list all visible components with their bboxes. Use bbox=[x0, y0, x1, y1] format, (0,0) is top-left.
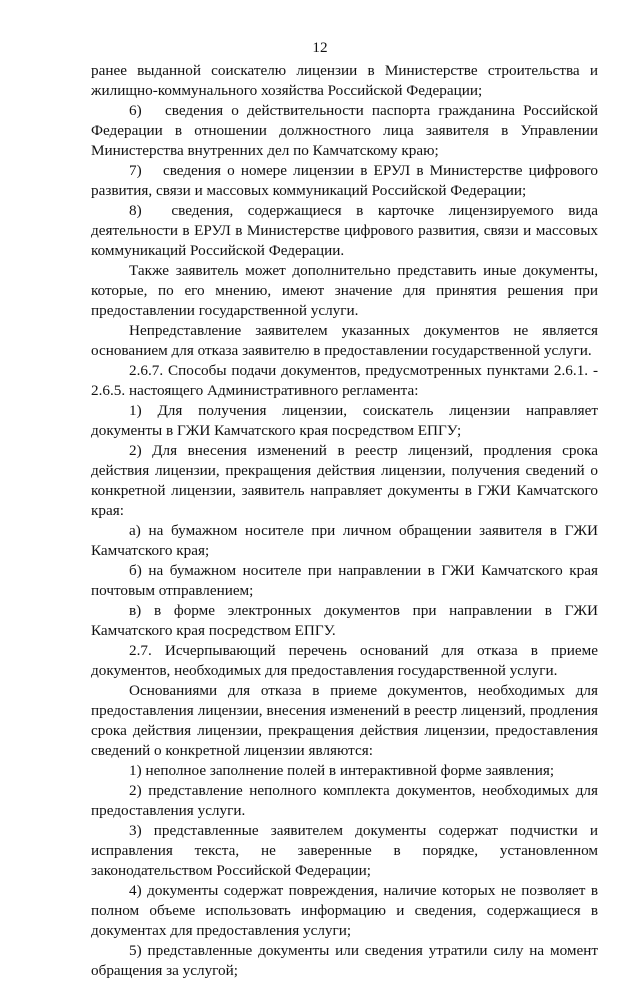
paragraph: б) на бумажном носителе при направлении в ГЖИ Камчатского края почтовым отправлением; bbox=[91, 562, 598, 599]
paragraph: Основаниями для отказа в приеме документов, необходимых для предоставления лицензии, внесения изменений в реестр лицензий, продления срока действия лицензии, прекращения действия лицензии, предоставления сведений о конкретной лицензии являются: bbox=[91, 682, 598, 759]
paragraph: ранее выданной соискателю лицензии в Министерстве строительства и жилищно-коммунального хозяйства Российской Федерации; bbox=[91, 62, 598, 99]
paragraph: Также заявитель может дополнительно представить иные документы, которые, по его мнению, имеют значение для принятия решения при предоставлении государственной услуги. bbox=[91, 262, 598, 319]
paragraph: 8) сведения, содержащиеся в карточке лицензируемого вида деятельности в ЕРУЛ в Министерстве цифрового развития, связи и массовых коммуникаций Российской Федерации. bbox=[91, 202, 598, 259]
paragraph: 2) представление неполного комплекта документов, необходимых для предоставления услуги. bbox=[91, 782, 598, 819]
paragraph: в) в форме электронных документов при направлении в ГЖИ Камчатского края посредством ЕПГУ. bbox=[91, 602, 598, 639]
paragraph: а) на бумажном носителе при личном обращении заявителя в ГЖИ Камчатского края; bbox=[91, 522, 598, 559]
page-number: 12 bbox=[312, 39, 328, 56]
document-body bbox=[91, 61, 598, 981]
paragraph: 3) представленные заявителем документы содержат подчистки и исправления текста, не заверенные в порядке, установленном законодательством Российской Федерации; bbox=[91, 822, 598, 879]
paragraph: 2) Для внесения изменений в реестр лицензий, продления срока действия лицензии, прекращения действия лицензии, получения сведений о конкретной лицензии, заявитель направляет документы в ГЖИ Камчатского края: bbox=[91, 442, 598, 519]
paragraph: 1) неполное заполнение полей в интерактивной форме заявления; bbox=[129, 762, 555, 779]
paragraph: 7) сведения о номере лицензии в ЕРУЛ в Министерстве цифрового развития, связи и массовых коммуникаций Российской Федерации; bbox=[91, 162, 598, 199]
paragraph: 6) сведения о действительности паспорта гражданина Российской Федерации в отношении должностного лица заявителя в Управлении Министерства внутренних дел по Камчатскому краю; bbox=[91, 102, 598, 159]
paragraph: 4) документы содержат повреждения, наличие которых не позволяет в полном объеме использовать информацию и сведения, содержащиеся в документах для предоставления услуги; bbox=[91, 882, 598, 939]
paragraph: Непредставление заявителем указанных документов не является основанием для отказа заявителю в предоставлении государственной услуги. bbox=[91, 322, 598, 359]
section-heading: 2.7. Исчерпывающий перечень оснований для отказа в приеме документов, необходимых для предоставления государственной услуги. bbox=[91, 642, 598, 679]
paragraph: 1) Для получения лицензии, соискатель лицензии направляет документы в ГЖИ Камчатского края посредством ЕПГУ; bbox=[91, 402, 598, 439]
paragraph: 2.6.7. Способы подачи документов, предусмотренных пунктами 2.6.1. - 2.6.5. настоящего Административного регламента: bbox=[91, 362, 598, 399]
paragraph: 5) представленные документы или сведения утратили силу на момент обращения за услугой; bbox=[91, 942, 598, 979]
